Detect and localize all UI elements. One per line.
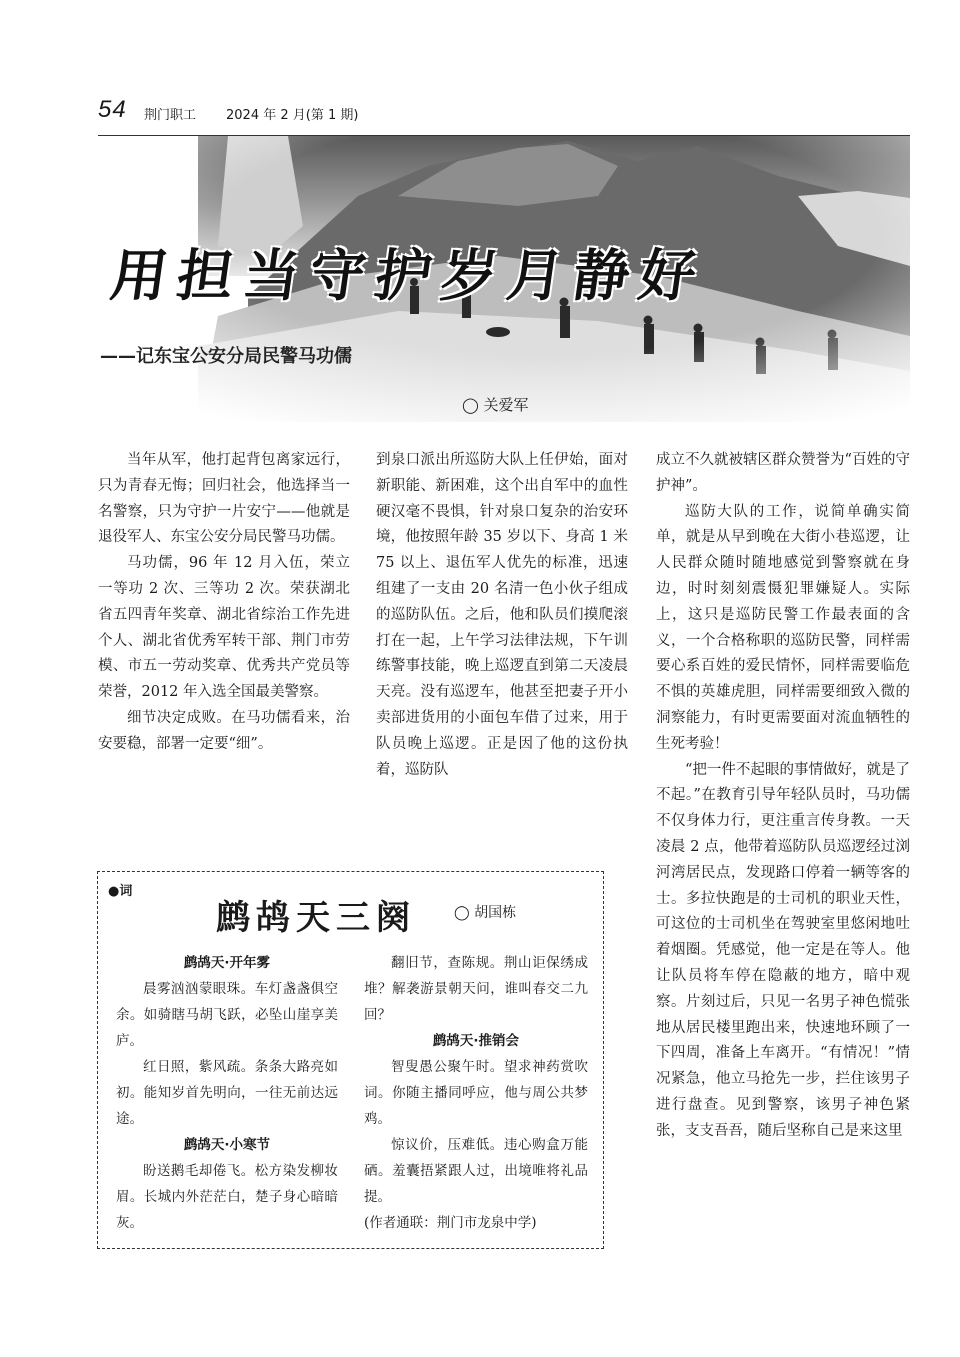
paragraph: 到泉口派出所巡防大队上任伊始，面对新职能、新困难，这个出自军中的血性硬汉毫不畏惧，针对泉口复杂的治安环境，他按照年龄 35 岁以下、身高 1 米 75 以上、退伍军人优先的标准，迅速组建了一支由 20 名清一色小伙子组成的巡防队伍。之后，他和队员们摸爬滚打在一起，上午学习法律法规，下午训练警事技能，晚上巡逻直到第二天凌晨天亮。没有巡逻车，他甚至把妻子开小卖部进货用的小面包车借了过来，用于队员晚上巡逻。正是因了他的这份执着，巡防队 [376,452,628,778]
paragraph: 当年从军，他打起背包离家远行，只为青春无悔；回归社会，他选择当一名警察，只为守护一片安宁——他就是退役军人、东宝公安分局民警马功儒。 [98,452,350,546]
poem-author-contact: (作者通联：荆门市龙泉中学) [364,1215,537,1231]
stanza-text: 盼送鹅毛却倦飞。松方染发柳妆眉。长城内外茫茫白，楚子身心暗暗灰。 [116,1163,338,1231]
poem-column-1 [116,950,338,1236]
stanza-text: 红日照，紫风疏。条条大路亮如初。能知岁首先明向，一往无前达远途。 [116,1059,338,1127]
stanza-text: 晨雾汹汹蒙眼珠。车灯盏盏俱空余。如骑瞎马胡飞跃，必坠山崖享美庐。 [116,981,338,1049]
paragraph: 巡防大队的工作，说简单确实简单，就是从早到晚在大街小巷巡逻，让人民群众随时随地感觉到警察就在身边，时时刻刻震慑犯罪嫌疑人。实际上，这只是巡防民警工作最表面的含义，一个合格称职的巡防民警，同样需要心系百姓的爱民情怀，同样需要临危不惧的英雄虎胆，同样需要细致入微的洞察能力，有时更需要面对流血牺牲的生死考验！ [656,503,910,752]
article-column-3 [656,448,910,1145]
paragraph: 细节决定成败。在马功儒看来，治安要稳，部署一定要“细”。 [98,709,350,752]
stanza-title: 鹧鸪天·小寒节 [183,1137,271,1153]
magazine-name: 荆门职工 [144,108,197,123]
page-number: 54 [98,96,127,123]
paragraph: 成立不久就被辖区群众赞誉为“百姓的守护神”。 [656,452,910,494]
stanza-title: 鹧鸪天·开年雾 [183,955,271,971]
article-subtitle: ——记东宝公安分局民警马功儒 [100,346,352,367]
stanza-text: 惊议价，压难低。违心购盒万能硒。羞囊捂紧跟人过，出境唯将礼品提。 [364,1137,588,1205]
poem-column-2 [364,950,588,1236]
poem-author: ◯ 胡国栋 [454,905,517,921]
poem-category-tag: ●词 [108,884,133,899]
poem-sidebar [97,871,604,1249]
paragraph: 马功儒，96 年 12 月入伍，荣立一等功 2 次、三等功 2 次。荣获湖北省五四青年奖章、湖北省综治工作先进个人、湖北省优秀军转干部、荆门市劳模、市五一劳动奖章、优秀共产党员等荣誉，2012 年入选全国最美警察。 [98,555,350,701]
page-header [98,92,910,136]
issue-date: 2024 年 2 月(第 1 期) [226,108,359,123]
stanza-text: 智叟愚公聚午时。望求神药赏吹词。你随主播同呼应，他与周公共梦鸡。 [364,1059,588,1127]
poem-title: 鹧鸪天三阕 [216,898,416,938]
article-column-2 [376,448,628,783]
paragraph: “把一件不起眼的事情做好，就是了不起。”在教育引导年轻队员时，马功儒不仅身体力行，更注重言传身教。一天凌晨 2 点，他带着巡防队员巡逻经过浏河湾居民点，发现路口停着一辆等客的士。多拉快跑是的士司机的职业天性，可这位的士司机坐在驾驶室里悠闲地吐着烟圈。凭感觉，他一定是在等人。他让队员将车停在隐蔽的地方，暗中观察。片刻过后，只见一名男子神色慌张地从居民楼里跑出来，快速地环顾了一下四周，准备上车离开。“有情况！”情况紧急，他立马抢先一步，拦住该男子进行盘查。见到警察，该男子神色紧张，支支吾吾，随后坚称自己是来这里 [656,761,910,1139]
stanza-title: 鹧鸪天·推销会 [432,1033,520,1049]
article-author: ◯ 关爱军 [462,396,529,414]
stanza-text: 翻旧节，查陈规。荆山讵保绣成堆？解袭游景朝天问，谁叫春交二九回？ [364,955,588,1023]
article-column-1 [98,448,350,758]
article-title: 用担当守护岁月静好 [106,243,711,309]
